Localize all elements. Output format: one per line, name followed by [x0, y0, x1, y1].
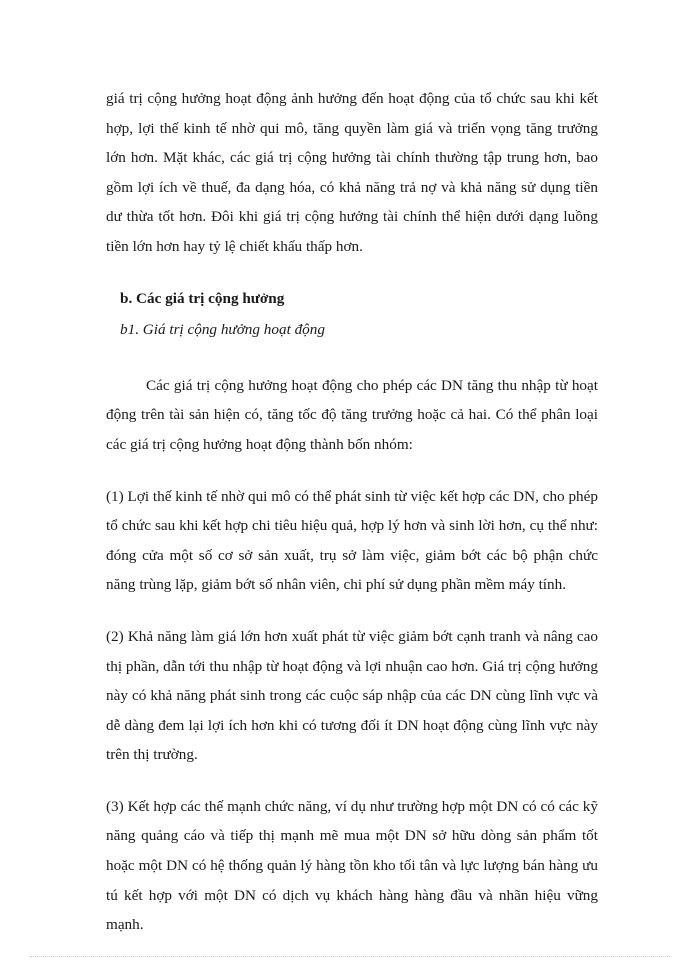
subsection-heading-b1: b1. Giá trị cộng hưởng hoạt động [120, 321, 325, 339]
list-item-3: (3) Kết hợp các thế mạnh chức năng, ví dụ như trường hợp một DN có có các kỹ năng quảng cáo và tiếp thị mạnh mẽ mua một DN sở hữu dòng sản phẩm tốt hoặc một DN có hệ thống quản lý hàng tồn kho tối tân và lực lượng bán hàng ưu tú kết hợp với một DN có dịch vụ khách hàng hàng đầu và nhãn hiệu vững mạnh. [106, 797, 598, 934]
document-page [106, 84, 598, 962]
list-item-2: (2) Khả năng làm giá lớn hơn xuất phát từ việc giảm bớt cạnh tranh và nâng cao thị phần, dẫn tới thu nhập từ hoạt động và lợi nhuận cao hơn. Giá trị cộng hưởng này có khả năng phát sinh trong các cuộc sáp nhập của các DN cùng lĩnh vực và dễ dàng đem lại lợi ích hơn khi có tương đối ít DN hoạt động cùng lĩnh vực này trên thị trường. [106, 627, 598, 764]
list-item-1: (1) Lợi thế kinh tế nhờ qui mô có thể phát sinh từ việc kết hợp các DN, cho phép tổ chức sau khi kết hợp chi tiêu hiệu quả, hợp lý hơn và sinh lời hơn, cụ thể như: đóng cửa một số cơ sở sản xuất, trụ sở làm việc, giảm bớt các bộ phận chức năng trùng lặp, giảm bớt số nhân viên, chi phí sử dụng phần mềm máy tính. [106, 487, 598, 594]
section-heading-b: b. Các giá trị cộng hưởng [120, 289, 285, 307]
page-bottom-rule [30, 956, 670, 957]
b1-intro-paragraph: Các giá trị cộng hưởng hoạt động cho phép các DN tăng thu nhập từ hoạt động trên tài sản hiện có, tăng tốc độ tăng trưởng hoặc cả hai. Có thể phân loại các giá trị cộng hưởng hoạt động thành bốn nhóm: [106, 376, 598, 453]
intro-paragraph: giá trị cộng hưởng hoạt động ảnh hưởng đến hoạt động của tổ chức sau khi kết hợp, lợi thế kinh tế nhờ qui mô, tăng quyền làm giá và triển vọng tăng trưởng lớn hơn. Mặt khác, các giá trị cộng hưởng tài chính thường tập trung hơn, bao gồm lợi ích về thuế, đa dạng hóa, có khả năng trả nợ và khả năng sử dụng tiền dư thừa tốt hơn. Đôi khi giá trị cộng hưởng tài chính thể hiện dưới dạng luồng tiền lớn hơn hay tỷ lệ chiết khấu thấp hơn. [106, 90, 598, 255]
